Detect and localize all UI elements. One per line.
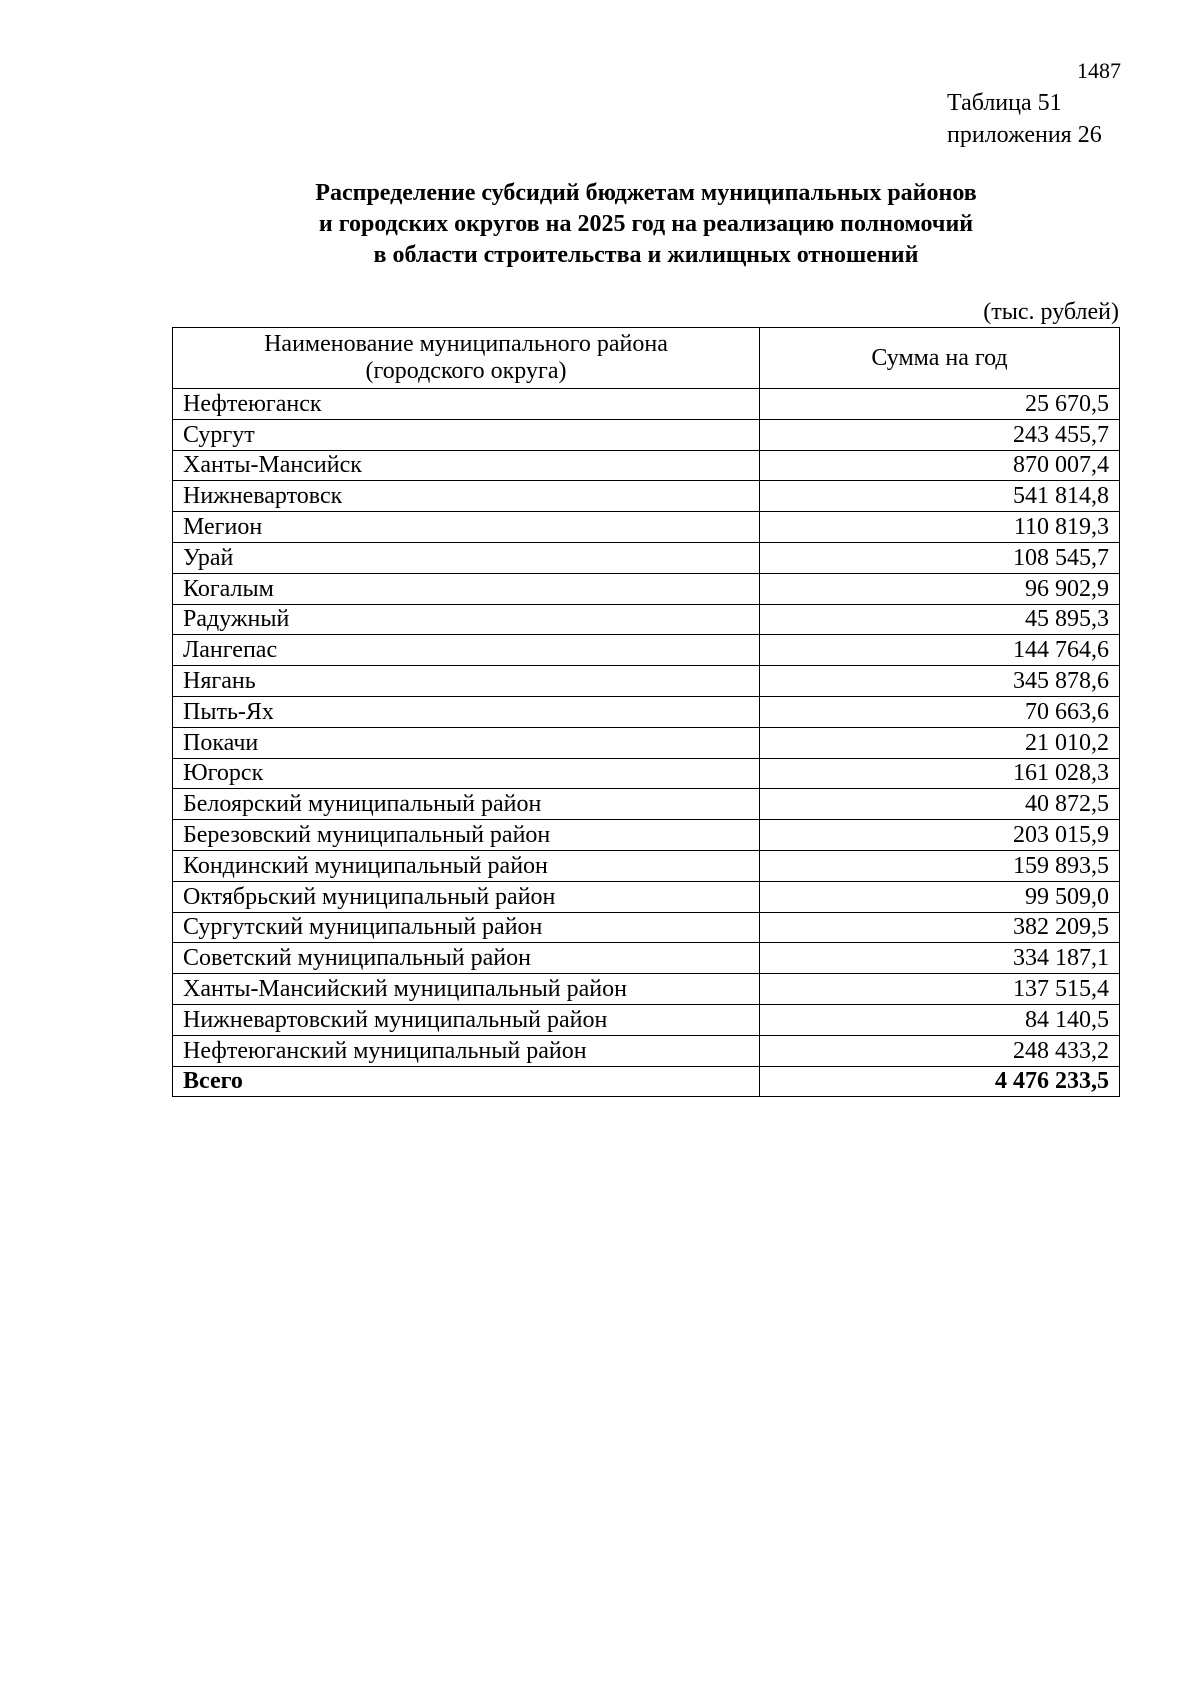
municipality-name: Советский муниципальный район xyxy=(173,943,760,974)
annual-amount: 84 140,5 xyxy=(760,1004,1120,1035)
table-row xyxy=(173,512,1120,543)
annual-amount: 870 007,4 xyxy=(760,450,1120,481)
table-row xyxy=(173,604,1120,635)
annual-amount: 243 455,7 xyxy=(760,419,1120,450)
municipality-name: Нефтеюганский муниципальный район xyxy=(173,1035,760,1066)
municipality-name: Пыть-Ях xyxy=(173,696,760,727)
annual-amount: 345 878,6 xyxy=(760,666,1120,697)
table-row xyxy=(173,635,1120,666)
table-row xyxy=(173,912,1120,943)
annual-amount: 161 028,3 xyxy=(760,758,1120,789)
table-row xyxy=(173,696,1120,727)
table-row xyxy=(173,542,1120,573)
municipality-name: Белоярский муниципальный район xyxy=(173,789,760,820)
municipality-name: Кондинский муниципальный район xyxy=(173,850,760,881)
header-municipality-line-2: (городского округа) xyxy=(365,358,567,384)
annual-amount: 70 663,6 xyxy=(760,696,1120,727)
table-header-row xyxy=(173,328,1120,389)
annual-amount: 159 893,5 xyxy=(760,850,1120,881)
total-label: Всего xyxy=(173,1066,760,1097)
municipality-name: Березовский муниципальный район xyxy=(173,820,760,851)
annual-amount: 108 545,7 xyxy=(760,542,1120,573)
table-row xyxy=(173,943,1120,974)
annual-amount: 110 819,3 xyxy=(760,512,1120,543)
table-row xyxy=(173,789,1120,820)
table-reference: Таблица 51 xyxy=(947,90,1062,116)
table-row xyxy=(173,573,1120,604)
annual-amount: 137 515,4 xyxy=(760,974,1120,1005)
title-line-3: в области строительства и жилищных отношений xyxy=(373,242,919,268)
table-row xyxy=(173,666,1120,697)
annual-amount: 203 015,9 xyxy=(760,820,1120,851)
municipality-name: Сургутский муниципальный район xyxy=(173,912,760,943)
annual-amount: 40 872,5 xyxy=(760,789,1120,820)
table-row xyxy=(173,450,1120,481)
table-row xyxy=(173,481,1120,512)
municipality-name: Радужный xyxy=(173,604,760,635)
annual-amount: 382 209,5 xyxy=(760,912,1120,943)
municipality-name: Октябрьский муниципальный район xyxy=(173,881,760,912)
header-amount: Сумма на год xyxy=(760,328,1120,389)
table-row xyxy=(173,389,1120,420)
header-municipality-line-1: Наименование муниципального района xyxy=(264,331,668,357)
units-note: (тыс. рублей) xyxy=(983,299,1119,325)
annual-amount: 96 902,9 xyxy=(760,573,1120,604)
municipality-name: Сургут xyxy=(173,419,760,450)
municipality-name: Мегион xyxy=(173,512,760,543)
table-row xyxy=(173,727,1120,758)
annual-amount: 99 509,0 xyxy=(760,881,1120,912)
municipality-name: Нефтеюганск xyxy=(173,389,760,420)
municipality-name: Нягань xyxy=(173,666,760,697)
table-row xyxy=(173,1035,1120,1066)
municipality-name: Урай xyxy=(173,542,760,573)
municipality-name: Нижневартовский муниципальный район xyxy=(173,1004,760,1035)
municipality-name: Югорск xyxy=(173,758,760,789)
total-amount: 4 476 233,5 xyxy=(760,1066,1120,1097)
table-row xyxy=(173,758,1120,789)
table-row xyxy=(173,1004,1120,1035)
table-row xyxy=(173,881,1120,912)
subsidies-table xyxy=(172,327,1120,1097)
total-row xyxy=(173,1066,1120,1097)
annual-amount: 144 764,6 xyxy=(760,635,1120,666)
annual-amount: 248 433,2 xyxy=(760,1035,1120,1066)
annex-reference xyxy=(947,87,1102,151)
annual-amount: 21 010,2 xyxy=(760,727,1120,758)
annual-amount: 334 187,1 xyxy=(760,943,1120,974)
title-line-1: Распределение субсидий бюджетам муниципальных районов xyxy=(315,180,977,206)
municipality-name: Нижневартовск xyxy=(173,481,760,512)
annual-amount: 25 670,5 xyxy=(760,389,1120,420)
municipality-name: Ханты-Мансийский муниципальный район xyxy=(173,974,760,1005)
annual-amount: 45 895,3 xyxy=(760,604,1120,635)
municipality-name: Когалым xyxy=(173,573,760,604)
title-line-2: и городских округов на 2025 год на реализацию полномочий xyxy=(318,211,974,237)
table-body xyxy=(173,389,1120,1097)
appendix-reference: приложения 26 xyxy=(947,122,1102,148)
page-number: 1487 xyxy=(1077,58,1121,83)
annual-amount: 541 814,8 xyxy=(760,481,1120,512)
table-row xyxy=(173,419,1120,450)
table-row xyxy=(173,820,1120,851)
table-row xyxy=(173,974,1120,1005)
header-municipality xyxy=(173,328,760,389)
municipality-name: Покачи xyxy=(173,727,760,758)
document-title xyxy=(172,178,1120,271)
municipality-name: Ханты-Мансийск xyxy=(173,450,760,481)
table-row xyxy=(173,850,1120,881)
municipality-name: Лангепас xyxy=(173,635,760,666)
